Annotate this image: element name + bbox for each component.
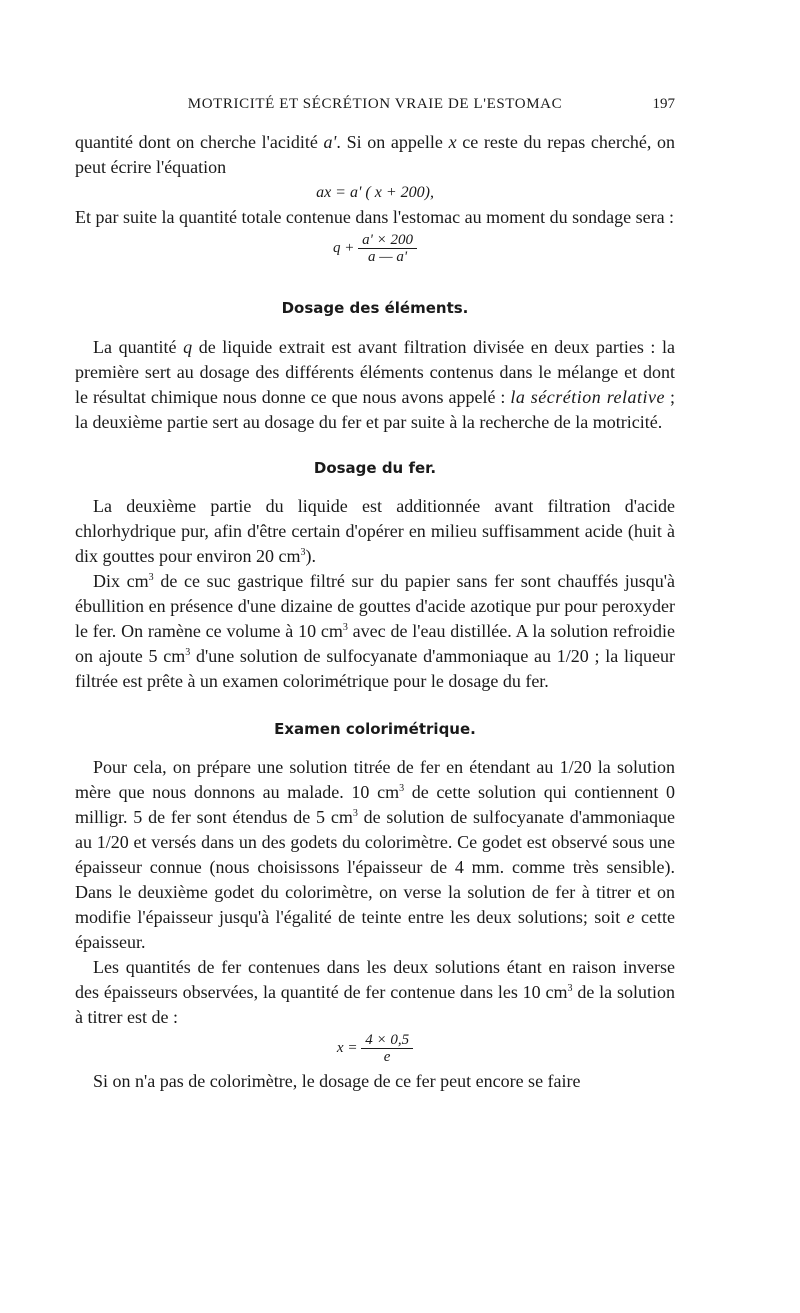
text-run: Dix cm <box>93 571 149 591</box>
paragraph-2: Et par suite la quantité totale contenue dans l'estomac au moment du sondage sera : <box>75 207 675 227</box>
page-header <box>75 96 675 118</box>
running-title: MOTRICITÉ ET SÉCRÉTION VRAIE DE L'ESTOMAC <box>187 96 563 112</box>
text-run: cette épaisseur. <box>75 907 675 952</box>
text-run: Les quantités de fer contenues dans les deux solutions étant en raison inverse des épaisseurs observées, la quantité de fer contenue dans les 10 cm <box>75 957 675 1002</box>
text-run: La deuxième partie du liquide est additionnée avant filtration d'acide chlorhydrique pur, afin d'être certain d'opérer en milieu suffisamment acide (huit à dix gouttes pour environ 20 cm <box>75 496 675 566</box>
superscript: 3 <box>399 783 405 794</box>
paragraph-1 <box>75 130 675 180</box>
text-run: avec de l'eau distillée. A la solution refroidie on ajoute 5 cm <box>75 621 675 666</box>
paragraph-3 <box>75 335 675 435</box>
paragraph-6 <box>75 755 675 955</box>
text-run: ce reste du repas cherché, on peut écrire l'équation <box>75 132 676 177</box>
fraction-numerator: 4 × 0,5 <box>361 1032 413 1049</box>
paragraph-4 <box>75 494 675 569</box>
section-heading-dosage-elements: Dosage des éléments. <box>281 299 469 317</box>
text-run: de la solution à titrer est de : <box>75 982 675 1027</box>
fraction <box>361 1032 413 1065</box>
section-heading-dosage-fer: Dosage du fer. <box>313 459 437 477</box>
text-run: . Si on appelle <box>336 132 449 152</box>
paragraph-8: Si on n'a pas de colorimètre, le dosage de ce fer peut encore se faire <box>93 1071 581 1091</box>
text-run: de ce suc gastrique filtré sur du papier sans fer sont chauffés jusqu'à ébullition en présence d'une dizaine de gouttes d'acide azotique pur pour peroxyder le fer. On ramène ce volume à 10 cm <box>75 571 675 641</box>
text-run: de cette solution qui contiennent 0 milligr. 5 de fer sont étendus de 5 cm <box>75 782 675 827</box>
fraction-numerator: a' × 200 <box>358 232 417 249</box>
superscript: 3 <box>567 983 573 994</box>
text-run: La quantité <box>93 337 184 357</box>
superscript: 3 <box>300 547 306 558</box>
text-run: de solution de sulfocyanate d'ammoniaque au 1/20 et versés dans un des godets du colorimètre. Ce godet est observé sous une épaisseur connue (nous choisissons l'épaisseur de 4 mm. comme très sensible). Dans le deuxième godet du colorimètre, on verse la solution de fer à titrer et on modifie l'épaisseur jusqu'à l'égalité de teinte entre les deux solutions; soit <box>75 807 675 927</box>
variable-q: q <box>183 337 193 357</box>
equation-3-lhs: x = <box>336 1039 358 1056</box>
variable-a-prime: a' <box>323 132 337 152</box>
variable-e: e <box>626 907 635 927</box>
equation-1: ax = a' ( x + 200), <box>316 184 434 201</box>
superscript: 3 <box>352 808 358 819</box>
text-run: Pour cela, on prépare une solution titrée de fer en étendant au 1/20 la solution mère que nous donnons au malade. 10 cm <box>75 757 675 802</box>
paragraph-7 <box>75 955 675 1030</box>
text-run: d'une solution de sulfocyanate d'ammoniaque au 1/20 ; la liqueur filtrée est prête à un examen colorimétrique pour le dosage du fer. <box>75 646 675 691</box>
text-run: de liquide extrait est avant filtration divisée en deux parties : la première sert au dosage des différents éléments contenus dans le mélange et dont le résultat chimique nous donne ce que nous avons appelé : <box>75 337 675 407</box>
equation-3 <box>75 1032 675 1065</box>
superscript: 3 <box>342 622 348 633</box>
section-heading-examen-colorimetrique: Examen colorimétrique. <box>274 720 476 738</box>
equation-2 <box>75 232 675 265</box>
variable-x: x <box>448 132 457 152</box>
fraction-denominator: a — a' <box>368 249 408 265</box>
equation-2-lhs: q + <box>333 239 355 256</box>
superscript: 3 <box>185 647 191 658</box>
italic-term: la sécrétion relative <box>510 387 666 407</box>
fraction <box>358 232 417 265</box>
paragraph-5 <box>75 569 675 694</box>
superscript: 3 <box>148 572 154 583</box>
text-run: ; la deuxième partie sert au dosage du fer et par suite à la recherche de la motricité. <box>75 387 675 432</box>
fraction-denominator: e <box>383 1049 391 1065</box>
page-number: 197 <box>652 96 675 112</box>
text-run: quantité dont on cherche l'acidité <box>75 132 324 152</box>
text-run: ). <box>305 546 316 566</box>
page-body <box>75 130 675 1094</box>
